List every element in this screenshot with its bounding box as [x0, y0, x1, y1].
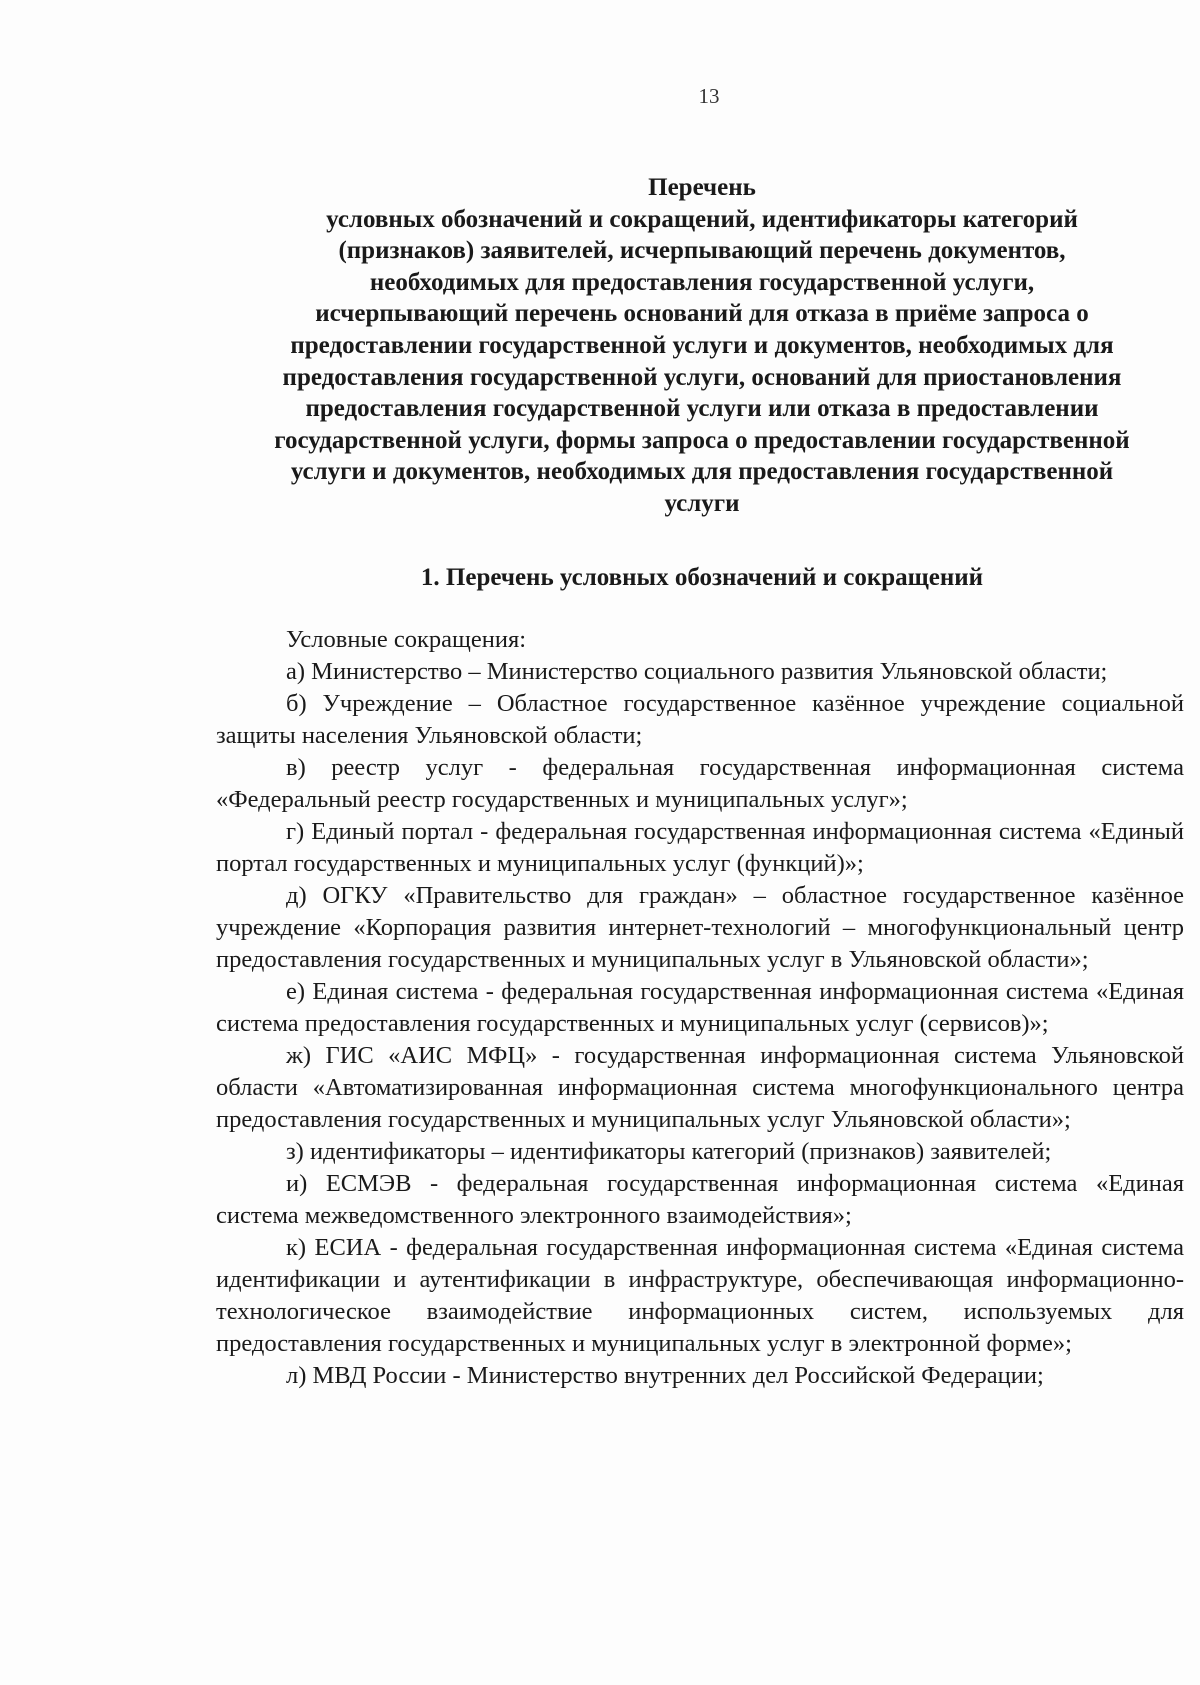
title-line: (признаков) заявителей, исчерпывающий перечень документов, [338, 237, 1066, 265]
title-line: необходимых для предоставления государственной услуги, [369, 268, 1035, 296]
list-item: в) реестр услуг - федеральная государственная информационная система «Федеральный реестр государственных и муниципальных услуг»; [216, 754, 1184, 813]
abbreviations-list [216, 624, 1184, 1392]
list-item: а) Министерство – Министерство социального развития Ульяновской области; [286, 658, 1108, 685]
section-heading: 1. Перечень условных обозначений и сокращений [420, 564, 984, 591]
intro-text: Условные сокращения: [286, 626, 527, 653]
list-item: к) ЕСИА - федеральная государственная информационная система «Единая система идентификации и аутентификации в инфраструктуре, обеспечивающая информационно-технологическое взаимодействие информационных систем, используемых для предоставления государственных и муниципальных услуг в электронной форме»; [216, 1234, 1184, 1357]
title-line: предоставления государственной услуги или отказа в предоставлении [305, 395, 1099, 423]
list-item: б) Учреждение – Областное государственное казённое учреждение социальной защиты населения Ульяновской области; [216, 690, 1184, 749]
list-item: и) ЕСМЭВ - федеральная государственная информационная система «Единая система межведомственного электронного взаимодействия»; [216, 1170, 1184, 1229]
title-line: услуги [664, 489, 740, 517]
list-item: л) МВД России - Министерство внутренних дел Российской Федерации; [286, 1362, 1044, 1389]
title-line: государственной услуги, формы запроса о предоставлении государственной [274, 426, 1130, 454]
list-item: ж) ГИС «АИС МФЦ» - государственная информационная система Ульяновской области «Автоматизированная информационная система многофункционального центра предоставления государственных и муниципальных услуг Ульяновской области»; [216, 1042, 1184, 1133]
title-line: услуги и документов, необходимых для предоставления государственной [290, 458, 1114, 486]
list-item: г) Единый портал - федеральная государственная информационная система «Единый портал государственных и муниципальных услуг (функций)»; [216, 818, 1184, 877]
title-line: Перечень [648, 174, 756, 201]
list-item: е) Единая система - федеральная государственная информационная система «Единая система предоставления государственных и муниципальных услуг (сервисов)»; [216, 978, 1184, 1037]
title-line: предоставления государственной услуги, оснований для приостановления [282, 363, 1122, 391]
title-line: предоставлении государственной услуги и документов, необходимых для [290, 331, 1114, 359]
list-item: д) ОГКУ «Правительство для граждан» – областное государственное казённое учреждение «Корпорация развития интернет-технологий – многофункциональный центр предоставления государственных и муниципальных услуг в Ульяновской области»; [216, 882, 1184, 973]
list-item: з) идентификаторы – идентификаторы категорий (признаков) заявителей; [286, 1138, 1052, 1165]
title-line: исчерпывающий перечень оснований для отказа в приёме запроса о [315, 300, 1089, 328]
title-line: условных обозначений и сокращений, идентификаторы категорий [326, 205, 1078, 233]
document-title [212, 172, 1192, 520]
page-number: 13 [698, 84, 720, 108]
